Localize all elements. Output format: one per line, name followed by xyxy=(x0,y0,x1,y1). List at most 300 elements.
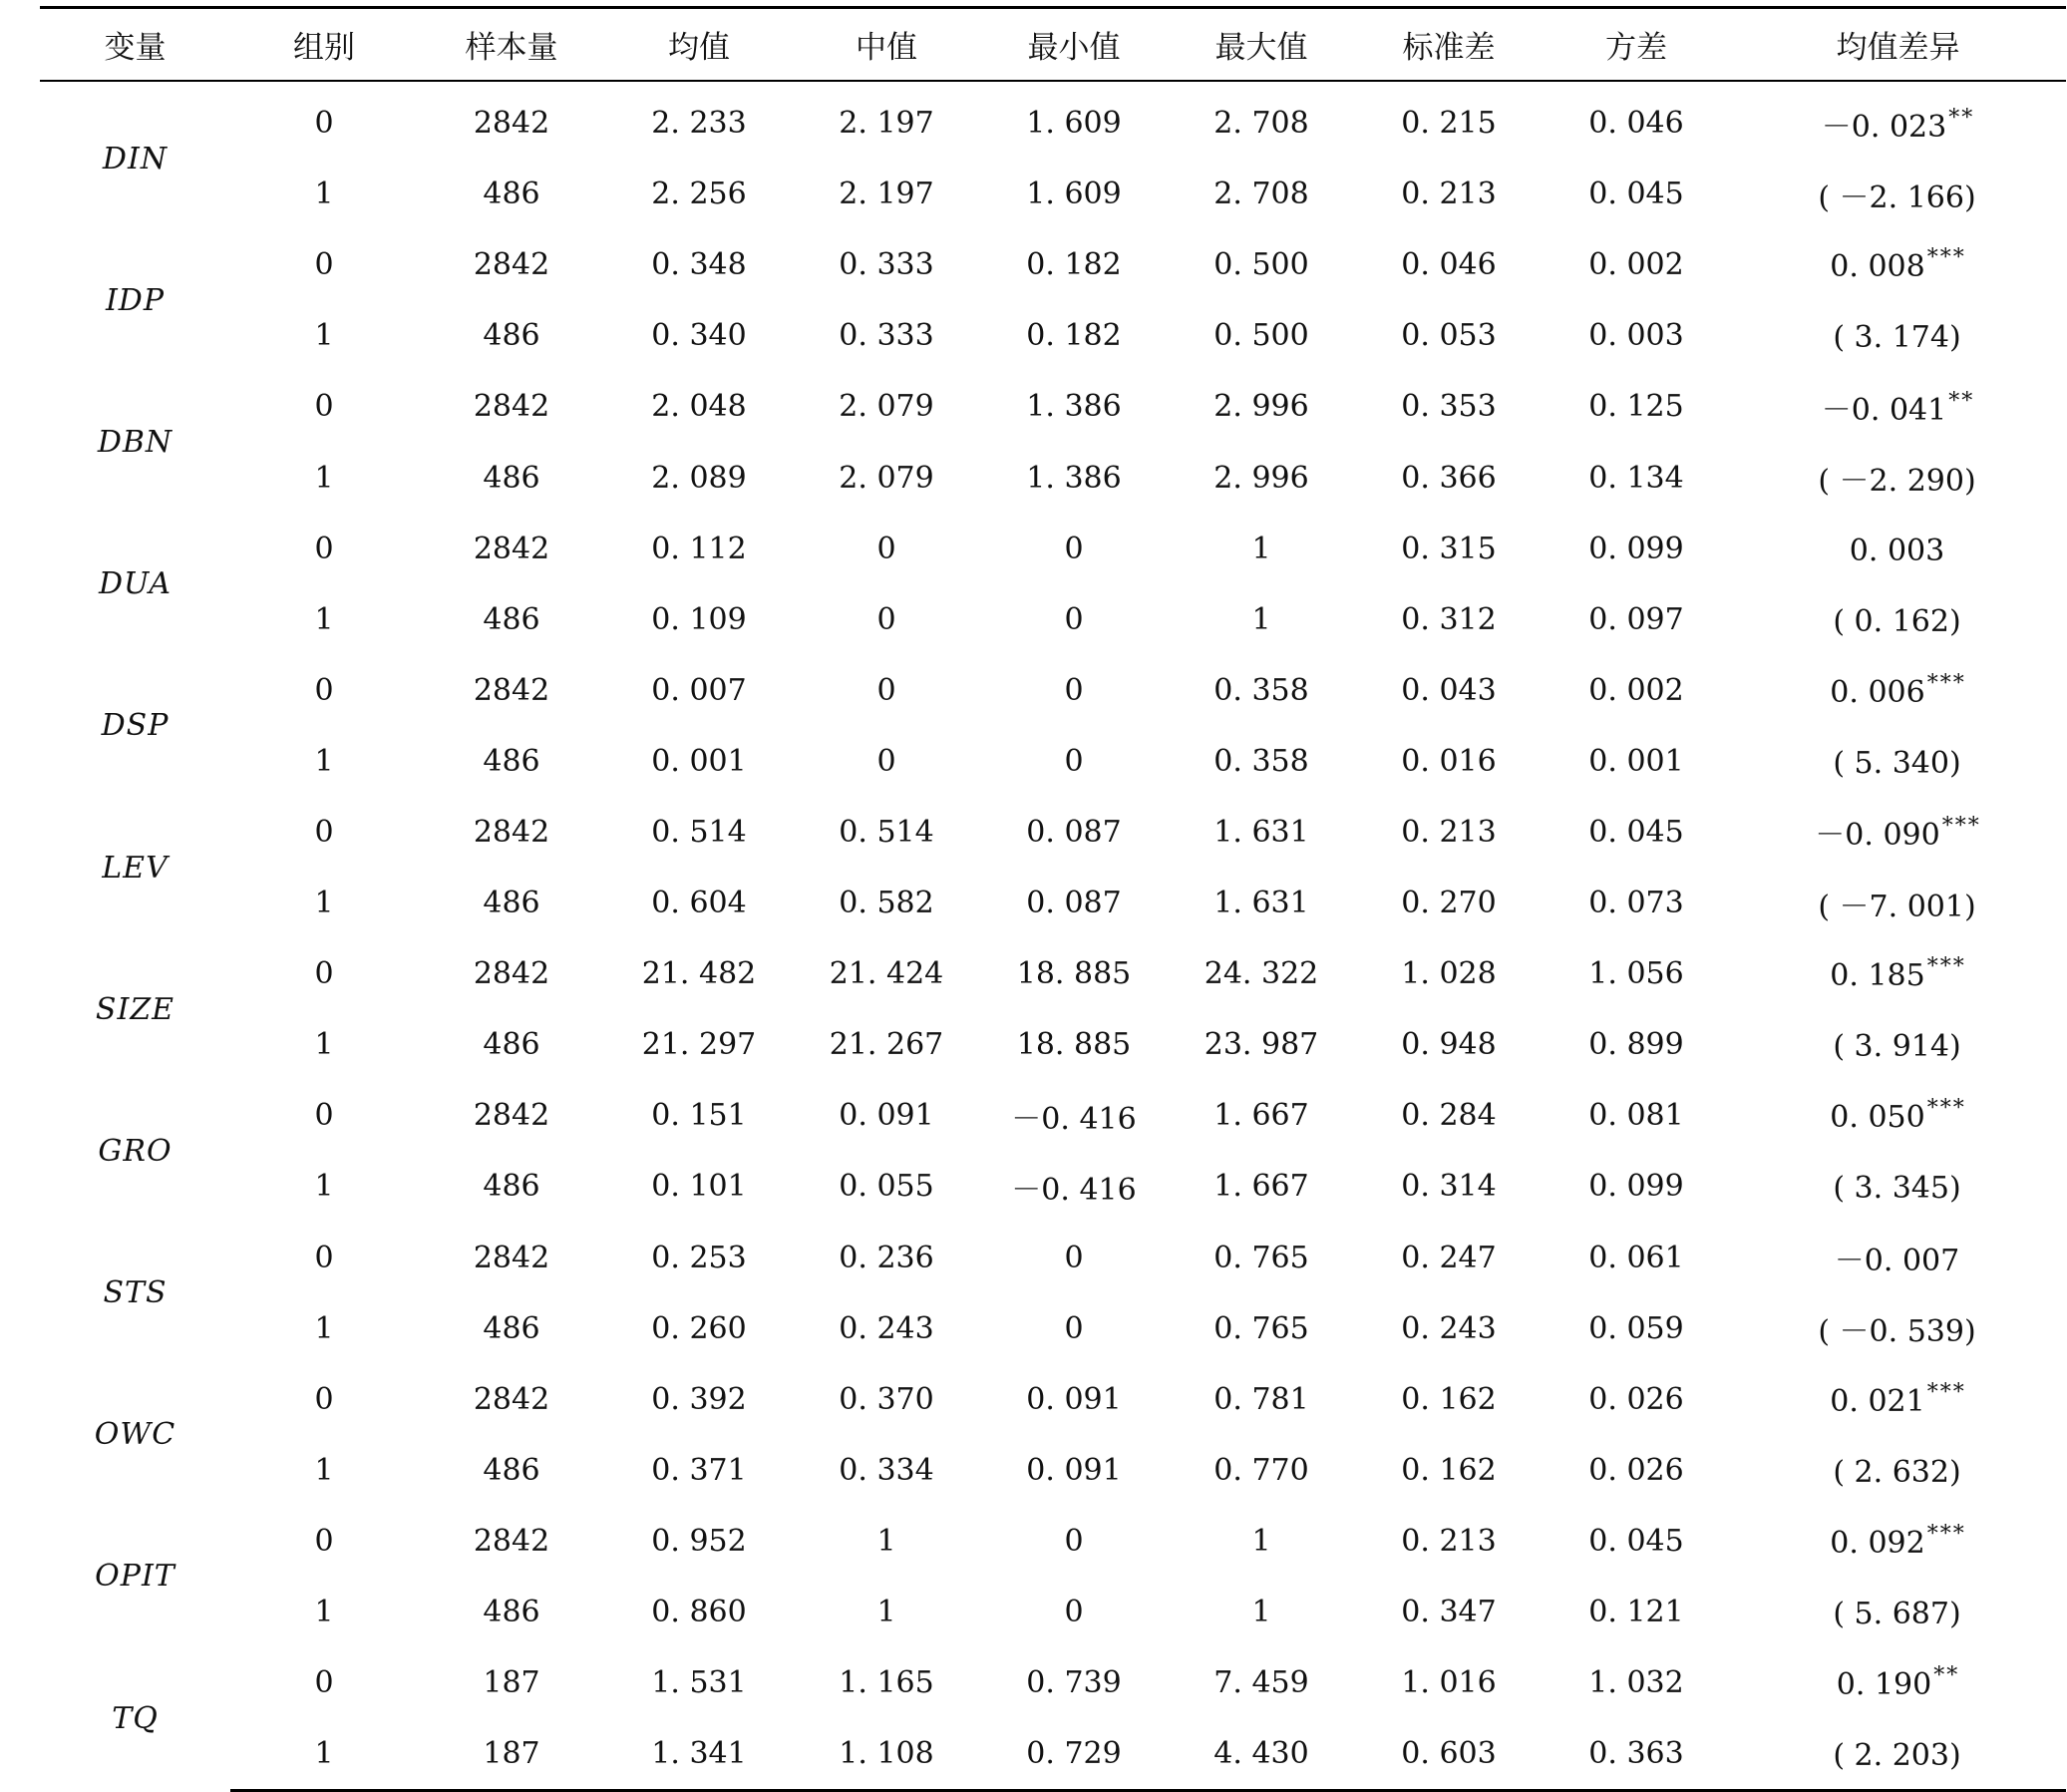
mean-diff-cell xyxy=(1730,1293,2066,1364)
variance-cell: 0. 899 xyxy=(1588,1027,1684,1063)
table-row xyxy=(40,300,2066,371)
std-cell: 0. 046 xyxy=(1401,247,1497,283)
sample-size-cell: 486 xyxy=(483,1310,540,1346)
group-cell: 0 xyxy=(314,672,334,708)
mean-diff-cell xyxy=(1730,1718,2066,1791)
significance-stars: *** xyxy=(1926,1521,1966,1547)
mean-cell: 0. 151 xyxy=(651,1098,747,1134)
group-cell: 1 xyxy=(314,886,334,921)
median-cell: 1. 165 xyxy=(839,1665,934,1701)
table-row xyxy=(40,1223,2066,1293)
mean-cell: 1. 341 xyxy=(605,1718,793,1791)
mean-diff-cell xyxy=(1730,1577,2066,1647)
mean-diff-cell xyxy=(1730,300,2066,371)
mean-cell: 2. 048 xyxy=(651,389,747,425)
std-cell: 0. 162 xyxy=(1401,1381,1497,1417)
group-cell: 1 xyxy=(314,1169,334,1205)
table-row xyxy=(40,442,2066,513)
max-cell: 1 xyxy=(1251,1595,1271,1630)
mean-diff-value: ( 2. 203) xyxy=(1833,1738,1961,1774)
min-cell: 0. 182 xyxy=(1026,247,1122,283)
median-cell: 0. 333 xyxy=(839,318,934,354)
variance-cell: 0. 099 xyxy=(1588,1169,1684,1205)
table-row xyxy=(40,371,2066,442)
min-cell: 1. 609 xyxy=(1026,177,1122,212)
max-cell: 0. 765 xyxy=(1213,1240,1309,1275)
std-cell: 0. 213 xyxy=(1401,177,1497,212)
mean-diff-cell xyxy=(1730,159,2066,229)
mean-diff-cell xyxy=(1730,726,2066,797)
table-row xyxy=(40,1577,2066,1647)
mean-diff-value: 0. 003 xyxy=(1849,533,1945,568)
sample-size-cell: 2842 xyxy=(473,956,550,992)
significance-stars: *** xyxy=(1926,1096,1966,1122)
header-mean-diff: 均值差异 xyxy=(1836,30,1960,66)
max-cell: 0. 765 xyxy=(1213,1310,1309,1346)
max-cell: 0. 500 xyxy=(1213,318,1309,354)
table-row xyxy=(40,514,2066,584)
group-cell: 0 xyxy=(314,814,334,850)
mean-diff-cell xyxy=(1730,442,2066,513)
sample-size-cell: 2842 xyxy=(473,1523,550,1559)
header-min: 最小值 xyxy=(1027,30,1121,66)
group-cell: 0 xyxy=(314,956,334,992)
group-cell: 0 xyxy=(314,247,334,283)
max-cell: 1 xyxy=(1251,601,1271,637)
mean-diff-value: －0. 041 xyxy=(1821,392,1947,428)
variance-cell: 0. 026 xyxy=(1588,1381,1684,1417)
mean-cell: 0. 604 xyxy=(651,886,747,921)
group-cell: 0 xyxy=(314,1240,334,1275)
descriptive-stats-table xyxy=(40,6,2066,1792)
mean-diff-cell xyxy=(1730,584,2066,655)
header-row xyxy=(40,8,2066,82)
variance-cell: 0. 073 xyxy=(1588,886,1684,921)
variance-cell: 0. 059 xyxy=(1588,1310,1684,1346)
variable-name-cell: DBN xyxy=(97,424,173,460)
std-cell: 0. 948 xyxy=(1401,1027,1497,1063)
std-cell: 0. 213 xyxy=(1401,1523,1497,1559)
min-cell: 0. 091 xyxy=(1026,1381,1122,1417)
variable-name-cell: STS xyxy=(103,1275,168,1311)
mean-diff-value: ( 0. 162) xyxy=(1833,603,1961,639)
min-cell: 0. 729 xyxy=(980,1718,1168,1791)
mean-cell: 2. 089 xyxy=(651,460,747,496)
table-row xyxy=(40,159,2066,229)
sample-size-cell: 486 xyxy=(483,460,540,496)
median-cell: 0. 333 xyxy=(839,247,934,283)
mean-diff-value: 0. 190 xyxy=(1836,1667,1932,1703)
max-cell: 0. 770 xyxy=(1213,1452,1309,1488)
min-cell: 1. 386 xyxy=(1026,460,1122,496)
min-cell: 1. 609 xyxy=(1026,106,1122,142)
sample-size-cell: 2842 xyxy=(473,389,550,425)
std-cell: 0. 284 xyxy=(1401,1098,1497,1134)
std-cell: 0. 247 xyxy=(1401,1240,1497,1275)
mean-diff-cell xyxy=(1730,1151,2066,1222)
group-cell: 1 xyxy=(314,1310,334,1346)
table-row xyxy=(40,81,2066,159)
mean-diff-value: 0. 185 xyxy=(1830,958,1925,994)
mean-diff-value: ( －0. 539) xyxy=(1818,1314,1976,1350)
sample-size-cell: 187 xyxy=(483,1665,540,1701)
group-cell: 1 xyxy=(314,601,334,637)
group-cell: 1 xyxy=(314,1595,334,1630)
mean-cell: 0. 514 xyxy=(651,814,747,850)
variance-cell: 0. 061 xyxy=(1588,1240,1684,1275)
sample-size-cell: 2842 xyxy=(473,1381,550,1417)
mean-diff-value: ( 3. 174) xyxy=(1833,320,1961,356)
mean-cell: 0. 253 xyxy=(651,1240,747,1275)
median-cell: 0. 243 xyxy=(839,1310,934,1346)
sample-size-cell: 2842 xyxy=(473,531,550,566)
mean-cell: 0. 348 xyxy=(651,247,747,283)
group-cell: 0 xyxy=(314,1523,334,1559)
group-cell: 0 xyxy=(314,1098,334,1134)
header-median: 中值 xyxy=(856,30,917,66)
median-cell: 0. 370 xyxy=(839,1381,934,1417)
max-cell: 23. 987 xyxy=(1204,1027,1319,1063)
variance-cell: 0. 002 xyxy=(1588,672,1684,708)
mean-diff-cell xyxy=(1730,81,2066,159)
sample-size-cell: 2842 xyxy=(473,106,550,142)
table-row xyxy=(40,1080,2066,1151)
variance-cell: 0. 134 xyxy=(1588,460,1684,496)
table-row xyxy=(40,1293,2066,1364)
variable-name-cell: SIZE xyxy=(95,991,175,1027)
mean-cell: 0. 392 xyxy=(651,1381,747,1417)
group-cell: 1 xyxy=(314,1027,334,1063)
max-cell: 4. 430 xyxy=(1168,1718,1355,1791)
sample-size-cell: 2842 xyxy=(473,814,550,850)
significance-stars: *** xyxy=(1926,1379,1966,1405)
significance-stars: *** xyxy=(1926,670,1966,696)
mean-diff-value: 0. 050 xyxy=(1830,1100,1925,1136)
mean-cell: 0. 109 xyxy=(651,601,747,637)
variance-cell: 0. 026 xyxy=(1588,1452,1684,1488)
mean-cell: 0. 340 xyxy=(651,318,747,354)
table-row xyxy=(40,1718,2066,1791)
group-cell: 1 xyxy=(230,1718,418,1791)
min-cell: 0. 091 xyxy=(1026,1452,1122,1488)
min-cell: 0 xyxy=(1064,672,1084,708)
table-row xyxy=(40,797,2066,868)
mean-diff-cell xyxy=(1730,1435,2066,1506)
group-cell: 0 xyxy=(314,389,334,425)
group-cell: 0 xyxy=(314,531,334,566)
sample-size-cell: 2842 xyxy=(473,672,550,708)
significance-stars: ** xyxy=(1933,1663,1960,1689)
mean-diff-value: ( 2. 632) xyxy=(1833,1454,1961,1490)
median-cell: 2. 197 xyxy=(839,177,934,212)
sample-size-cell: 2842 xyxy=(473,1098,550,1134)
group-cell: 0 xyxy=(314,106,334,142)
variance-cell: 0. 001 xyxy=(1588,743,1684,779)
mean-cell: 0. 007 xyxy=(651,672,747,708)
variable-name-cell: GRO xyxy=(98,1133,172,1169)
group-cell: 0 xyxy=(314,1381,334,1417)
mean-cell: 1. 531 xyxy=(651,1665,747,1701)
variable-name-cell: TQ xyxy=(112,1701,159,1737)
sample-size-cell: 486 xyxy=(483,886,540,921)
std-cell: 0. 043 xyxy=(1401,672,1497,708)
mean-cell: 0. 371 xyxy=(651,1452,747,1488)
table-row xyxy=(40,1364,2066,1435)
min-cell: 0 xyxy=(1064,1310,1084,1346)
median-cell: 21. 267 xyxy=(829,1027,944,1063)
median-cell: 2. 079 xyxy=(839,460,934,496)
group-cell: 1 xyxy=(314,177,334,212)
min-cell: －0. 416 xyxy=(1011,1172,1137,1208)
mean-diff-cell xyxy=(1730,1223,2066,1293)
table-body xyxy=(40,81,2066,1791)
variable-name-cell: OPIT xyxy=(95,1559,175,1595)
mean-diff-cell xyxy=(1730,514,2066,584)
max-cell: 0. 358 xyxy=(1213,743,1309,779)
mean-diff-cell xyxy=(1730,371,2066,442)
mean-diff-value: ( 5. 340) xyxy=(1833,745,1961,781)
max-cell: 1. 631 xyxy=(1213,886,1309,921)
mean-cell: 21. 297 xyxy=(641,1027,757,1063)
std-cell: 0. 312 xyxy=(1401,601,1497,637)
variable-name-cell: DIN xyxy=(102,141,169,177)
mean-diff-cell xyxy=(1730,1506,2066,1577)
mean-diff-cell xyxy=(1730,1364,2066,1435)
mean-diff-value: ( －2. 290) xyxy=(1818,464,1976,500)
min-cell: 0 xyxy=(1064,601,1084,637)
std-cell: 1. 016 xyxy=(1401,1665,1497,1701)
variable-name-cell: IDP xyxy=(105,282,166,318)
variance-cell: 1. 056 xyxy=(1588,956,1684,992)
max-cell: 0. 358 xyxy=(1213,672,1309,708)
table-row xyxy=(40,868,2066,938)
group-cell: 1 xyxy=(314,743,334,779)
min-cell: 0 xyxy=(1064,743,1084,779)
min-cell: 18. 885 xyxy=(1016,1027,1132,1063)
sample-size-cell: 486 xyxy=(483,1027,540,1063)
median-cell: 1 xyxy=(876,1523,896,1559)
header-max: 最大值 xyxy=(1214,30,1308,66)
mean-cell: 0. 260 xyxy=(651,1310,747,1346)
std-cell: 0. 243 xyxy=(1401,1310,1497,1346)
sample-size-cell: 486 xyxy=(483,1595,540,1630)
header-mean: 均值 xyxy=(668,30,730,66)
median-cell: 0. 582 xyxy=(839,886,934,921)
median-cell: 0 xyxy=(876,601,896,637)
mean-cell: 2. 233 xyxy=(651,106,747,142)
mean-cell: 0. 001 xyxy=(651,743,747,779)
max-cell: 1. 667 xyxy=(1213,1169,1309,1205)
std-cell: 0. 314 xyxy=(1401,1169,1497,1205)
max-cell: 1. 631 xyxy=(1213,814,1309,850)
mean-cell: 0. 112 xyxy=(651,531,747,566)
sample-size-cell: 2842 xyxy=(473,1240,550,1275)
sample-size-cell: 486 xyxy=(483,177,540,212)
mean-diff-value: ( 5. 687) xyxy=(1833,1597,1961,1632)
group-cell: 1 xyxy=(314,460,334,496)
mean-diff-value: 0. 008 xyxy=(1830,249,1925,285)
std-cell: 0. 162 xyxy=(1401,1452,1497,1488)
significance-stars: *** xyxy=(1926,245,1966,271)
median-cell: 1 xyxy=(876,1595,896,1630)
max-cell: 0. 500 xyxy=(1213,247,1309,283)
mean-diff-cell xyxy=(1730,1647,2066,1718)
min-cell: 0 xyxy=(1064,1523,1084,1559)
min-cell: 0. 087 xyxy=(1026,814,1122,850)
variable-name-cell: DUA xyxy=(98,566,172,602)
header-variance: 方差 xyxy=(1605,30,1667,66)
significance-stars: ** xyxy=(1948,388,1975,414)
mean-diff-value: 0. 021 xyxy=(1830,1383,1925,1419)
mean-diff-value: ( －7. 001) xyxy=(1818,889,1976,924)
mean-diff-value: ( 3. 914) xyxy=(1833,1029,1961,1065)
sample-size-cell: 486 xyxy=(483,1169,540,1205)
median-cell: 2. 197 xyxy=(839,106,934,142)
std-cell: 0. 603 xyxy=(1355,1718,1543,1791)
table-row xyxy=(40,726,2066,797)
group-cell: 0 xyxy=(314,1665,334,1701)
median-cell: 1. 108 xyxy=(793,1718,980,1791)
mean-diff-value: －0. 023 xyxy=(1821,109,1947,145)
variance-cell: 0. 045 xyxy=(1588,814,1684,850)
sample-size-cell: 486 xyxy=(483,743,540,779)
median-cell: 0 xyxy=(876,531,896,566)
variance-cell: 0. 045 xyxy=(1588,1523,1684,1559)
variance-cell: 0. 363 xyxy=(1543,1718,1730,1791)
std-cell: 0. 213 xyxy=(1401,814,1497,850)
significance-stars: ** xyxy=(1948,105,1975,131)
min-cell: 0. 182 xyxy=(1026,318,1122,354)
median-cell: 0. 091 xyxy=(839,1098,934,1134)
median-cell: 0. 236 xyxy=(839,1240,934,1275)
max-cell: 24. 322 xyxy=(1204,956,1319,992)
std-cell: 1. 028 xyxy=(1401,956,1497,992)
std-cell: 0. 053 xyxy=(1401,318,1497,354)
group-cell: 1 xyxy=(314,1452,334,1488)
median-cell: 2. 079 xyxy=(839,389,934,425)
variance-cell: 0. 045 xyxy=(1588,177,1684,212)
table-row xyxy=(40,1151,2066,1222)
min-cell: 18. 885 xyxy=(1016,956,1132,992)
variance-cell: 0. 002 xyxy=(1588,247,1684,283)
std-cell: 0. 347 xyxy=(1401,1595,1497,1630)
mean-diff-cell xyxy=(1730,868,2066,938)
header-group: 组别 xyxy=(293,30,355,66)
max-cell: 2. 996 xyxy=(1213,460,1309,496)
mean-diff-value: －0. 090 xyxy=(1815,818,1940,854)
sample-size-cell: 2842 xyxy=(473,247,550,283)
min-cell: 0 xyxy=(1064,1240,1084,1275)
max-cell: 1 xyxy=(1251,1523,1271,1559)
mean-diff-cell xyxy=(1730,938,2066,1009)
mean-diff-value: 0. 006 xyxy=(1830,674,1925,710)
table-row xyxy=(40,938,2066,1009)
mean-diff-cell xyxy=(1730,229,2066,300)
table-row xyxy=(40,1009,2066,1080)
mean-cell: 21. 482 xyxy=(641,956,757,992)
max-cell: 1 xyxy=(1251,531,1271,566)
table-row xyxy=(40,229,2066,300)
mean-diff-value: －0. 007 xyxy=(1834,1244,1960,1279)
min-cell: 0. 087 xyxy=(1026,886,1122,921)
min-cell: －0. 416 xyxy=(1011,1101,1137,1137)
mean-diff-cell xyxy=(1730,1009,2066,1080)
max-cell: 7. 459 xyxy=(1213,1665,1309,1701)
mean-diff-value: 0. 092 xyxy=(1830,1525,1925,1561)
max-cell: 1. 667 xyxy=(1213,1098,1309,1134)
sample-size-cell: 187 xyxy=(418,1718,605,1791)
max-cell: 2. 996 xyxy=(1213,389,1309,425)
min-cell: 0. 739 xyxy=(1026,1665,1122,1701)
mean-cell: 0. 860 xyxy=(651,1595,747,1630)
variance-cell: 0. 046 xyxy=(1588,106,1684,142)
mean-cell: 0. 952 xyxy=(651,1523,747,1559)
mean-diff-cell xyxy=(1730,797,2066,868)
median-cell: 0. 055 xyxy=(839,1169,934,1205)
table-row xyxy=(40,655,2066,726)
variance-cell: 0. 121 xyxy=(1588,1595,1684,1630)
variable-name-cell: OWC xyxy=(94,1417,176,1453)
median-cell: 21. 424 xyxy=(829,956,944,992)
sample-size-cell: 486 xyxy=(483,1452,540,1488)
table-row xyxy=(40,1435,2066,1506)
variance-cell: 0. 097 xyxy=(1588,601,1684,637)
sample-size-cell: 486 xyxy=(483,601,540,637)
std-cell: 0. 270 xyxy=(1401,886,1497,921)
max-cell: 2. 708 xyxy=(1213,106,1309,142)
mean-diff-value: ( －2. 166) xyxy=(1818,179,1976,215)
median-cell: 0. 514 xyxy=(839,814,934,850)
table-header xyxy=(40,8,2066,82)
group-cell: 1 xyxy=(314,318,334,354)
variable-name-cell: DSP xyxy=(101,708,170,744)
max-cell: 2. 708 xyxy=(1213,177,1309,212)
variance-cell: 0. 099 xyxy=(1588,531,1684,566)
min-cell: 0 xyxy=(1064,531,1084,566)
max-cell: 0. 781 xyxy=(1213,1381,1309,1417)
mean-cell: 0. 101 xyxy=(651,1169,747,1205)
std-cell: 0. 315 xyxy=(1401,531,1497,566)
table-row xyxy=(40,584,2066,655)
std-cell: 0. 353 xyxy=(1401,389,1497,425)
significance-stars: *** xyxy=(1926,954,1966,980)
sample-size-cell: 486 xyxy=(483,318,540,354)
min-cell: 1. 386 xyxy=(1026,389,1122,425)
mean-diff-value: ( 3. 345) xyxy=(1833,1171,1961,1207)
significance-stars: *** xyxy=(1941,814,1981,840)
mean-cell: 2. 256 xyxy=(651,177,747,212)
std-cell: 0. 215 xyxy=(1401,106,1497,142)
variance-cell: 1. 032 xyxy=(1588,1665,1684,1701)
mean-diff-cell xyxy=(1730,1080,2066,1151)
header-std: 标准差 xyxy=(1402,30,1496,66)
variance-cell: 0. 003 xyxy=(1588,318,1684,354)
descriptive-stats-table-container xyxy=(40,6,2056,1792)
std-cell: 0. 016 xyxy=(1401,743,1497,779)
variable-name-cell: LEV xyxy=(102,850,169,886)
table-row xyxy=(40,1647,2066,1718)
mean-diff-cell xyxy=(1730,655,2066,726)
header-sample-size: 样本量 xyxy=(465,30,558,66)
min-cell: 0 xyxy=(1064,1595,1084,1630)
median-cell: 0 xyxy=(876,672,896,708)
header-variable: 变量 xyxy=(104,30,167,66)
variance-cell: 0. 125 xyxy=(1588,389,1684,425)
median-cell: 0. 334 xyxy=(839,1452,934,1488)
table-row xyxy=(40,1506,2066,1577)
variance-cell: 0. 081 xyxy=(1588,1098,1684,1134)
std-cell: 0. 366 xyxy=(1401,460,1497,496)
